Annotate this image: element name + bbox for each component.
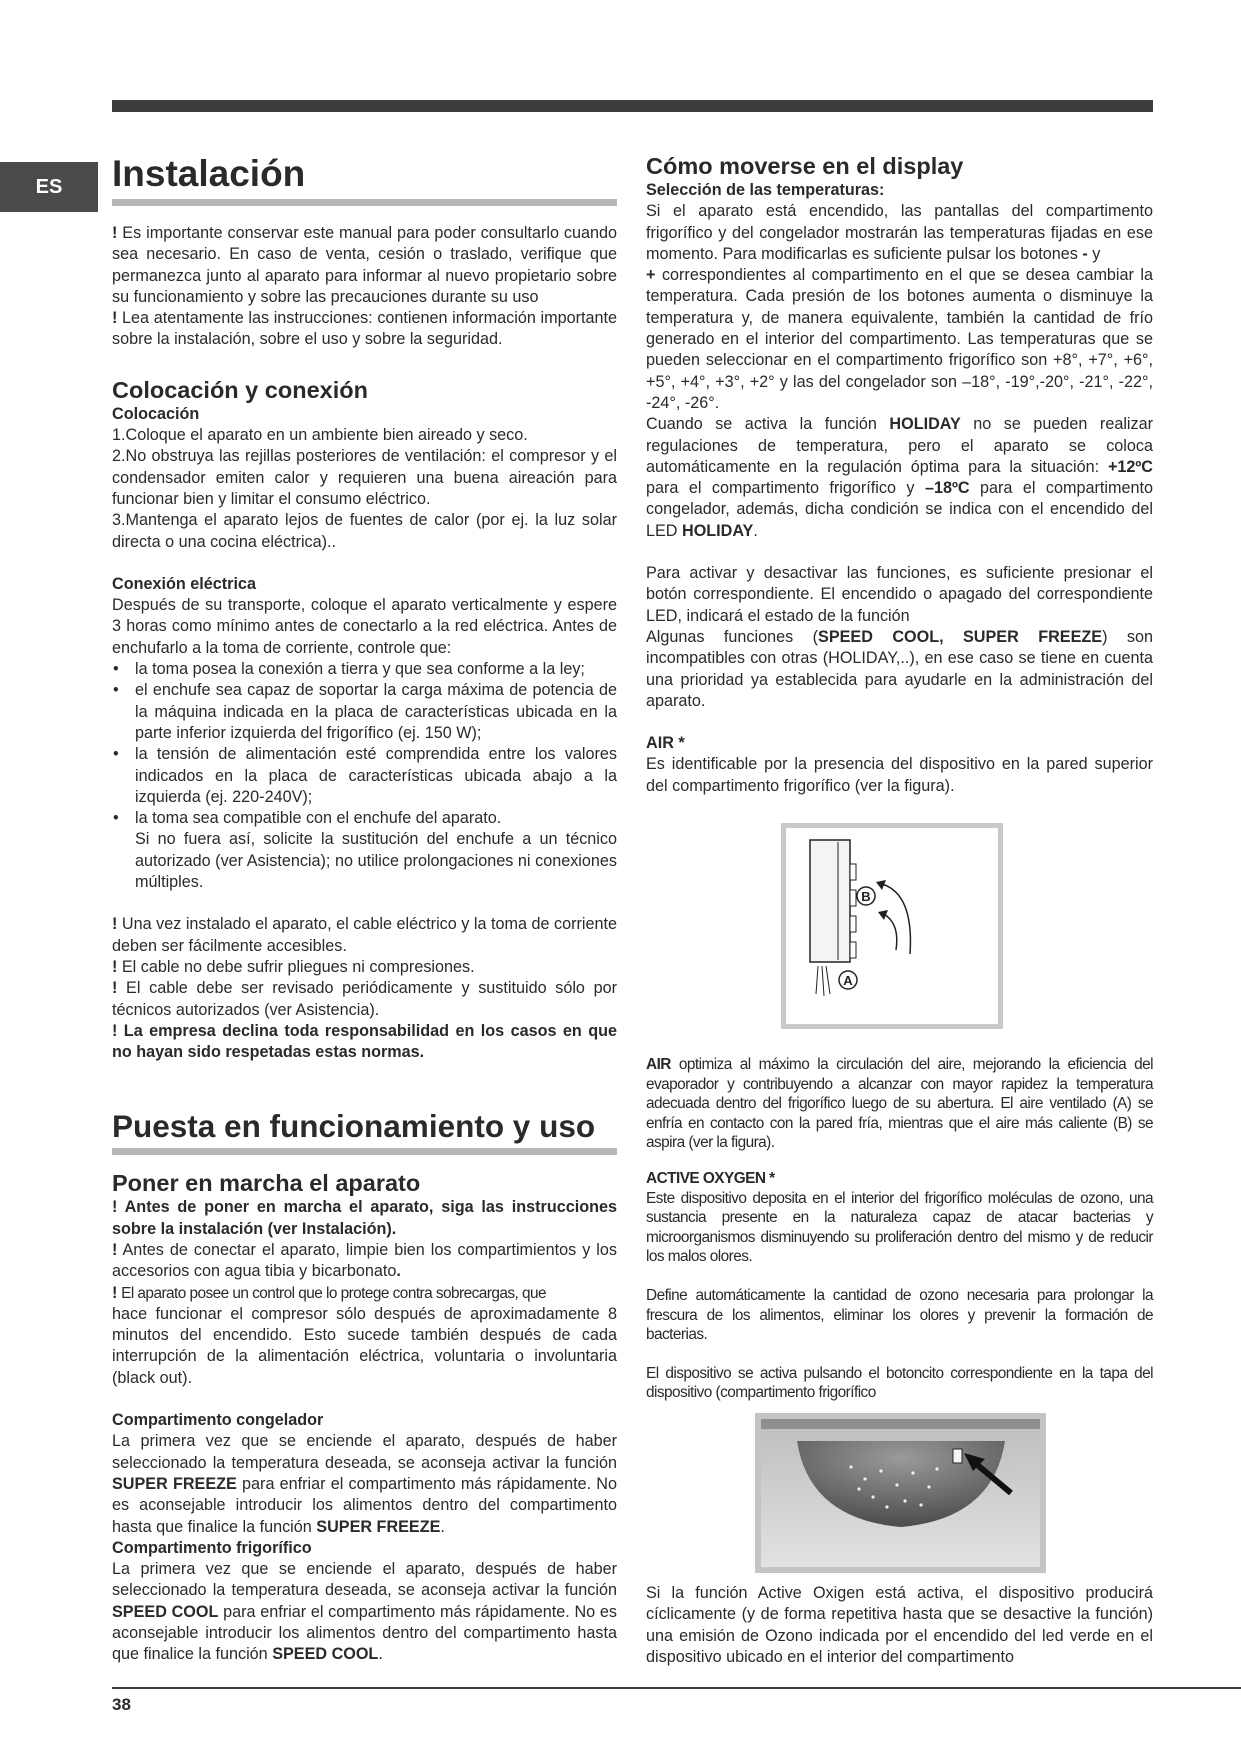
figure-label-b: B bbox=[861, 889, 871, 905]
functions-para-1: Para activar y desactivar las funciones, es suficiente presionar el botón correspondiente. El encendido o apagado del correspondiente LED, indicará el estado de la función bbox=[646, 564, 1153, 625]
placement-step-2: 2.No obstruya las rejillas posteriores de ventilación: el compresor y el condensador emiten calor y requieren una buena aireación para funcionar bien y limitar el consumo eléctrico. bbox=[112, 447, 617, 508]
display-title: Cómo moverse en el display bbox=[646, 153, 964, 179]
oxygen-para-3: El dispositivo se activa pulsando el botoncito correspondiente en la tapa del dispositivo (compartimento frigorífico bbox=[646, 1364, 1153, 1402]
list-item: • la toma posea la conexión a tierra y que sea conforme a la ley; bbox=[135, 659, 617, 680]
list-item: • la toma sea compatible con el enchufe del aparato. Si no fuera así, solicite la sustitución del enchufe a un técnico autorizado (ver Asistencia); no utilice prolongaciones ni conexiones múltiples. bbox=[135, 808, 617, 893]
usage-title: Puesta en funcionamiento y uso bbox=[112, 1107, 617, 1155]
start-para-2: ! El aparato posee un control que lo protege contra sobrecargas, que hace funcionar el compresor sólo después de aproximadamente 8 minutos del encendido. Esto sucede también después de cada interrupción de la alimentación eléctrica, voluntaria o involuntaria (black out). bbox=[112, 1283, 617, 1387]
holiday-para: Cuando se activa la función HOLIDAY no se pueden realizar regulaciones de temperatura, pero el aparato se coloca automáticamente en la regulación óptima para la situación: +12ºC para el compartimento frigorífico y –18ºC para el compartimento congelador, además, dicha condición se indica con el encendido del LED HOLIDAY. bbox=[646, 415, 1153, 540]
freezer-subtitle: Compartimento congelador bbox=[112, 1411, 324, 1430]
left-column bbox=[112, 152, 617, 1666]
air-subtitle: AIR * bbox=[646, 734, 685, 753]
air-para: Es identificable por la presencia del dispositivo en la pared superior del compartimento frigorífico (ver la figura). bbox=[646, 755, 1153, 795]
warning-3: ! El cable debe ser revisado periódicamente y sustituido sólo por técnicos autorizados (ver Asistencia). bbox=[112, 979, 617, 1019]
start-title: Poner en marcha el aparato bbox=[112, 1170, 421, 1197]
temperature-subtitle: Selección de las temperaturas: bbox=[646, 181, 885, 199]
language-tab: ES bbox=[0, 162, 98, 212]
install-title: Instalación bbox=[112, 152, 617, 206]
oxygen-para-2: Define automáticamente la cantidad de ozono necesaria para prolongar la frescura de los alimentos, eliminar los olores y prevenir la formación de bacterias. bbox=[646, 1286, 1153, 1344]
list-item: • el enchufe sea capaz de soportar la carga máxima de potencia de la máquina indicada en la placa de características ubicada en la parte inferior izquierda del frigorífico (ej. 150 W); bbox=[135, 680, 617, 744]
air-airflow-illustration bbox=[786, 828, 998, 1024]
warning-1: ! Una vez instalado el aparato, el cable eléctrico y la toma de corriente deben ser fácilmente accesibles. bbox=[112, 915, 617, 955]
page-number: 38 bbox=[112, 1695, 131, 1714]
list-item: • la tensión de alimentación esté comprendida entre los valores indicados en la placa de características ubicada abajo a la izquierda (ej. 220-240V); bbox=[135, 744, 617, 808]
electrical-para: Después de su transporte, coloque el aparato verticalmente y espere 3 horas como mínimo antes de conectarlo a la red eléctrica. Antes de enchufarlo a la toma de corriente, controle que: bbox=[112, 596, 617, 657]
placement-step-3: 3.Mantenga el aparato lejos de fuentes de calor (por ej. la luz solar directa o una cocina eléctrica).. bbox=[112, 511, 617, 551]
warning-liability: ! La empresa declina toda responsabilidad en los casos en que no hayan sido respetadas estas normas. bbox=[112, 1021, 617, 1062]
oxygen-subtitle: ACTIVE OXYGEN * bbox=[646, 1169, 775, 1187]
oxygen-device-illustration bbox=[761, 1419, 1040, 1567]
footer-rule bbox=[112, 1687, 1241, 1689]
oxygen-para-1: Este dispositivo deposita en el interior del frigorífico moléculas de ozono, una sustancia presente en la naturaleza capaz de atacar bacterias y microorganismos disminuyendo su proliferación dentro del mismo y de reducir los malos olores. bbox=[646, 1189, 1153, 1266]
oxygen-para-4: Si la función Active Oxigen está activa, el dispositivo producirá cíclicamente (y de forma repetitiva hasta que se desactive la función) una emisión de Ozono indicada por el encendido del led verde en el dispositivo ubicado en el interior del compartimento bbox=[646, 1583, 1153, 1666]
functions-para-2: Algunas funciones (SPEED COOL, SUPER FREEZE) son incompatibles con otras (HOLIDAY,..), en ese caso se tiene en cuenta una prioridad ya establecida para ayudarle en la administración del aparato. bbox=[646, 627, 1153, 710]
placement-subtitle: Colocación bbox=[112, 404, 200, 423]
right-column bbox=[646, 152, 1153, 1668]
install-para-2: ! Lea atentamente las instrucciones: contienen información importante sobre la instalación, sobre el uso y sobre la seguridad. bbox=[112, 309, 617, 349]
install-para-1: ! Es importante conservar este manual para poder consultarlo cuando sea necesario. En caso de venta, cesión o traslado, verifique que permanezca junto al aparato para informar al nuevo propietario sobre su funcionamiento y sobre las precauciones durante su uso bbox=[112, 224, 617, 306]
electrical-checklist bbox=[112, 659, 617, 893]
warning-2: ! El cable no debe sufrir pliegues ni compresiones. bbox=[112, 957, 475, 976]
start-para-1: ! Antes de conectar el aparato, limpie bien los compartimientos y los accesorios con agua tibia y bicarbonato. bbox=[112, 1240, 617, 1281]
electrical-subtitle: Conexión eléctrica bbox=[112, 574, 256, 593]
fridge-para: La primera vez que se enciende el aparato, después de haber seleccionado la temperatura deseada, se aconseja activar la función SPEED COOL para enfriar el compartimento más rápidamente. No es aconsejable introducir los alimentos dentro del compartimento hasta que finalice la función SPEED COOL. bbox=[112, 1560, 617, 1664]
header-rule bbox=[112, 100, 1153, 112]
start-warning: ! Antes de poner en marcha el aparato, siga las instrucciones sobre la instalación (ver Instalación). bbox=[112, 1198, 617, 1238]
oxygen-device-figure bbox=[755, 1413, 1046, 1573]
placement-step-1: 1.Coloque el aparato en un ambiente bien aireado y seco. bbox=[112, 426, 528, 445]
placement-title: Colocación y conexión bbox=[112, 376, 368, 403]
temperature-para: Si el aparato está encendido, las pantallas del compartimento frigorífico y del congelador mostrarán las temperaturas fijadas en ese momento. Para modificarlas es suficiente pulsar los botones - y + correspondientes al compartimento en el que se desea cambiar la temperatura. Cada presión de los botones aumenta o disminuye la temperatura y, de manera equivalente, también la cantidad de frío generado en el interior del compartimento. Las temperaturas que se pueden seleccionar en el compartimento frigorífico son +8°, +7°, +6°, +5°, +4°, +3°, +2° y las del congelador son –18°, -19°,-20°, -21°, -22°, -24°, -26°. bbox=[646, 202, 1153, 412]
freezer-para: La primera vez que se enciende el aparato, después de haber seleccionado la temperatura deseada, se aconseja activar la función SUPER FREEZE para enfriar el compartimento más rápidamente. No es aconsejable introducir los alimentos dentro del compartimento hasta que finalice la función SUPER FREEZE. bbox=[112, 1432, 617, 1536]
figure-label-a: A bbox=[843, 973, 853, 989]
air-device-figure bbox=[781, 823, 1003, 1029]
air-description: AIR optimiza al máximo la circulación del aire, mejorando la eficiencia del evaporador y contribuyendo a alcanzar con mayor rapidez la temperatura adecuada dentro del frigorífico luego de su abertura. El aire ventilado (A) se enfría en contacto con la pared fría, mientras que el aire más caliente (B) se aspira (ver la figura). bbox=[646, 1056, 1153, 1152]
fridge-subtitle: Compartimento frigorífico bbox=[112, 1538, 312, 1557]
